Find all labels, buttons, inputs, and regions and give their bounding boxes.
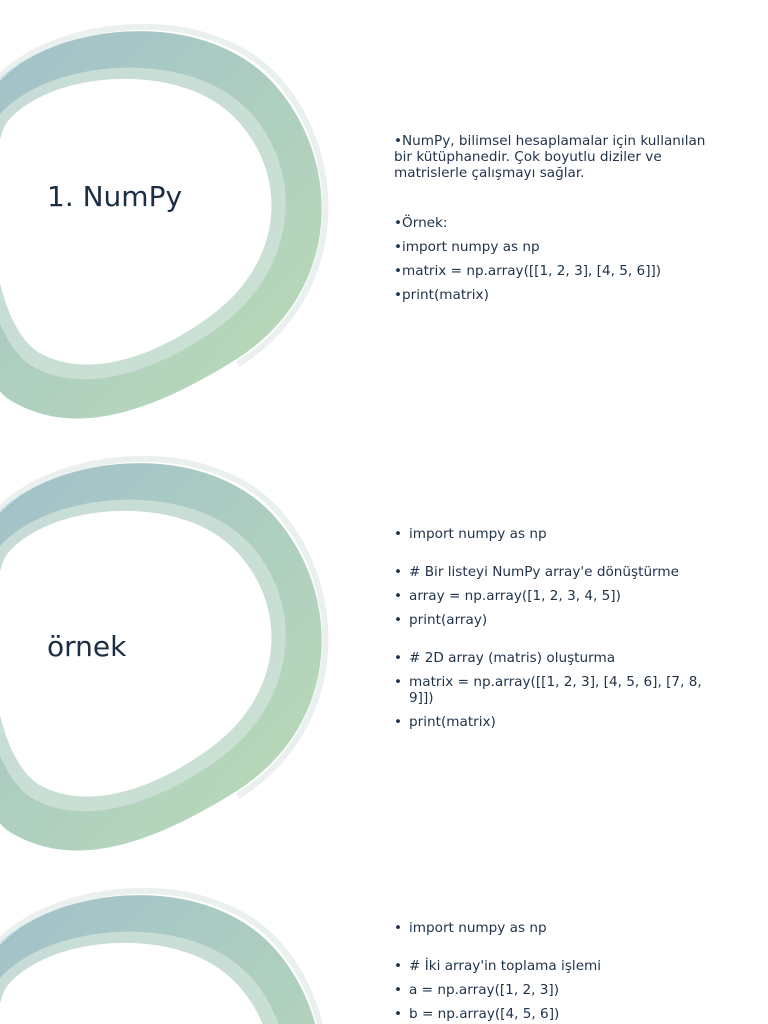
- decorative-ring: [0, 0, 340, 432]
- bullet-item: • matrix = np.array([[1, 2, 3], [4, 5, 6], [7, 8, 9]]): [394, 674, 702, 706]
- bullet-item: • array = np.array([1, 2, 3, 4, 5]): [394, 588, 621, 604]
- slide-title: örnek: [47, 630, 127, 663]
- text-line: •Örnek:: [394, 215, 448, 231]
- bullet-item: • b = np.array([4, 5, 6]): [394, 1006, 560, 1022]
- bullet-item: • # 2D array (matris) oluşturma: [394, 650, 616, 666]
- slide-body: [394, 920, 712, 1024]
- slide-2: [0, 432, 768, 864]
- slide-body: [394, 133, 714, 311]
- bullet-item: • # Bir listeyi NumPy array'e dönüştürme: [394, 564, 680, 580]
- slide-body: [394, 526, 712, 738]
- slide-title: 1. NumPy: [47, 180, 183, 213]
- text-line: •import numpy as np: [394, 239, 540, 255]
- text-line: •NumPy, bilimsel hesaplamalar için kullanılan bir kütüphanedir. Çok boyutlu diziler ve matrislerle çalışmayı sağlar.: [394, 133, 706, 181]
- bullet-item: • print(array): [394, 612, 488, 628]
- decorative-ring: [0, 864, 340, 1024]
- bullet-item: • import numpy as np: [394, 920, 547, 936]
- bullet-item: • a = np.array([1, 2, 3]): [394, 982, 560, 998]
- text-line: •matrix = np.array([[1, 2, 3], [4, 5, 6]]): [394, 263, 662, 279]
- bullet-item: • import numpy as np: [394, 526, 547, 542]
- slide-1: [0, 0, 768, 432]
- bullet-item: • print(matrix): [394, 714, 496, 730]
- slide-3: [0, 864, 768, 1024]
- bullet-item: • # İki array'in toplama işlemi: [394, 958, 602, 974]
- text-line: •print(matrix): [394, 287, 489, 303]
